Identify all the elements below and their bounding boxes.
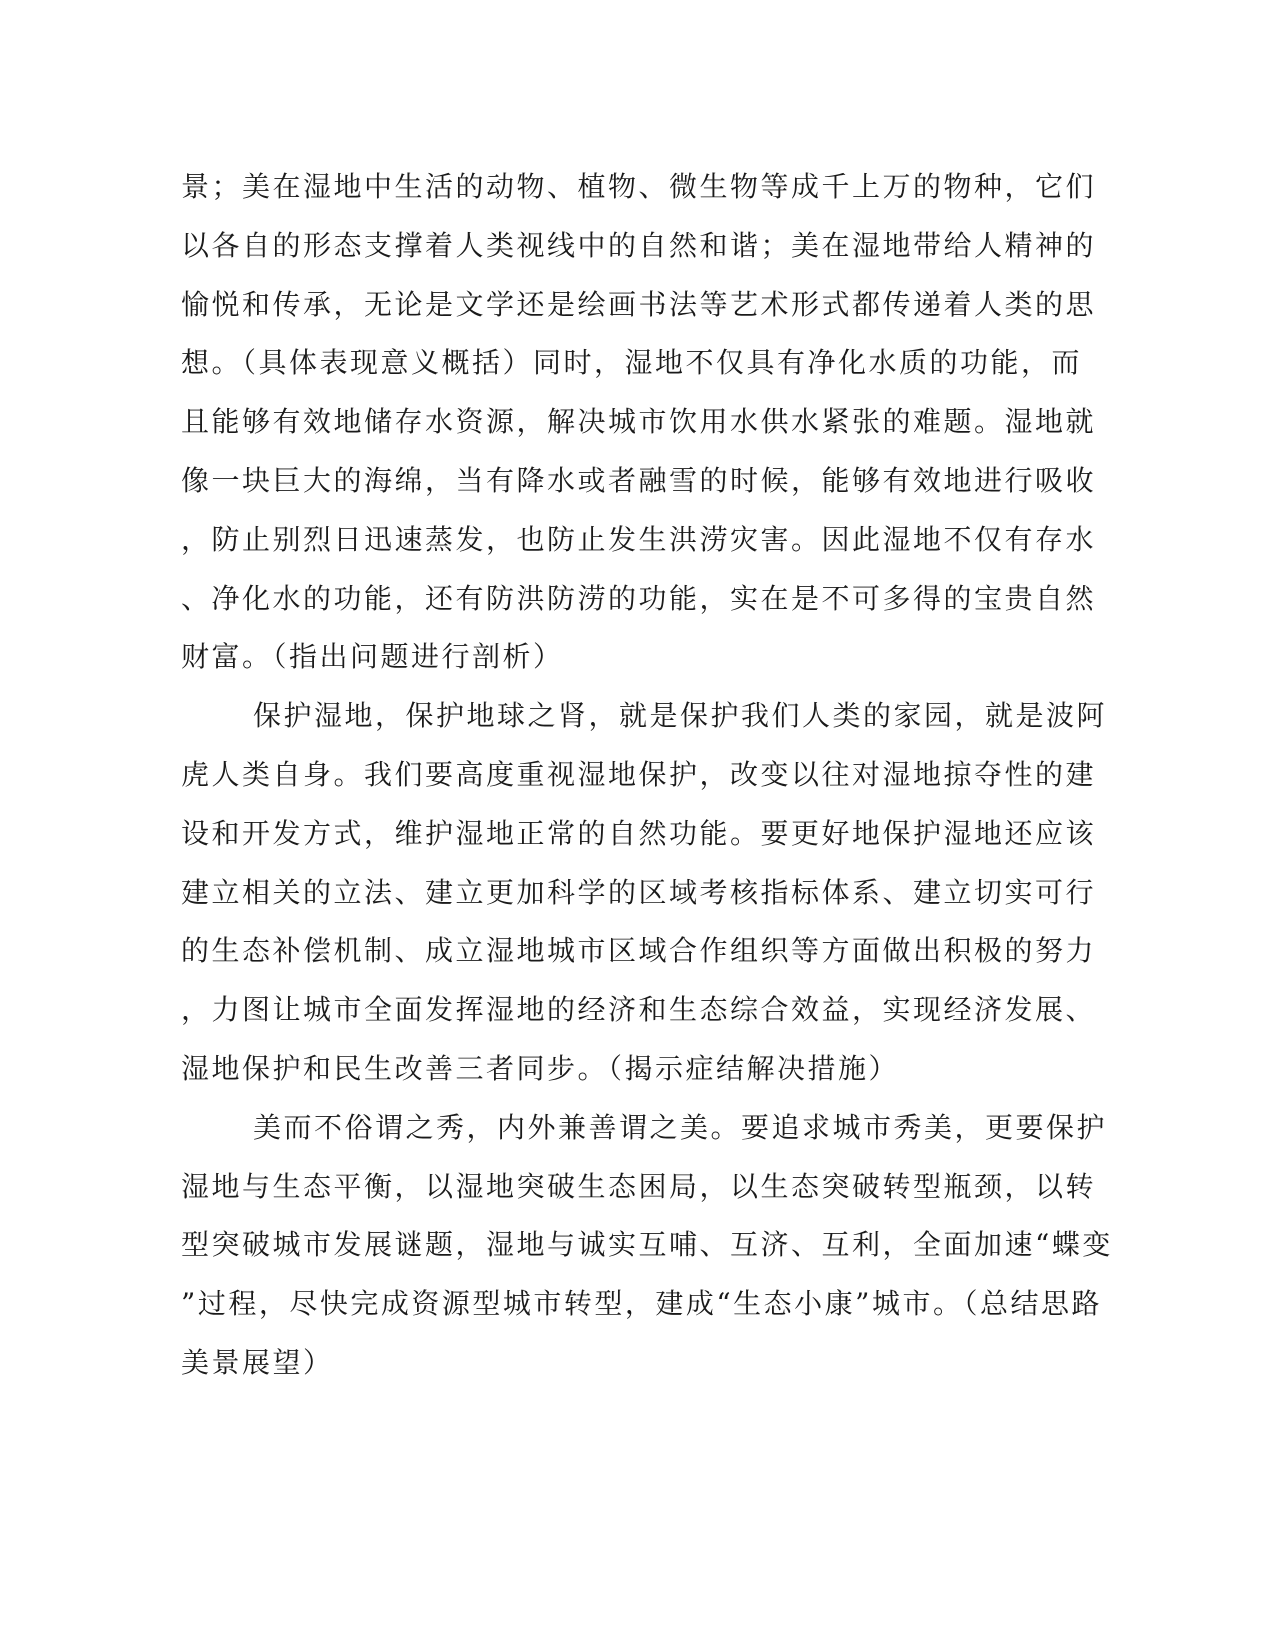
text-line: 美而不俗谓之秀，内外兼善谓之美。要追求城市秀美，更要保护 <box>253 1110 1108 1144</box>
text-line: ，防止别烈日迅速蒸发，也防止发生洪涝灾害。因此湿地不仅有存水 <box>181 522 1097 556</box>
text-line: ，力图让城市全面发挥湿地的经济和生态综合效益，实现经济发展、 <box>181 993 1097 1027</box>
text-line: 湿地与生态平衡，以湿地突破生态困局，以生态突破转型瓶颈，以转 <box>181 1169 1097 1203</box>
text-line: 想。（具体表现意义概括）同时，湿地不仅具有净化水质的功能，而 <box>181 346 1083 380</box>
body-text <box>181 158 1113 1393</box>
text-line: 湿地保护和民生改善三者同步。（揭示症结解决措施） <box>181 1051 900 1085</box>
paragraph-protect-wetland <box>181 687 1108 1099</box>
text-line: 设和开发方式，维护湿地正常的自然功能。要更好地保护湿地还应该 <box>181 816 1097 850</box>
text-line: 愉悦和传承，无论是文学还是绘画书法等艺术形式都传递着人类的思 <box>181 287 1097 321</box>
text-line: 财富。（指出问题进行剖析） <box>181 640 564 674</box>
paragraph-wetland-beauty <box>181 158 1097 687</box>
text-line: 景；美在湿地中生活的动物、植物、微生物等成千上万的物种，它们 <box>181 170 1097 203</box>
text-line: 型突破城市发展谜题，湿地与诚实互哺、互济、互利，全面加速“蝶变 <box>181 1228 1113 1262</box>
text-line: 建立相关的立法、建立更加科学的区域考核指标体系、建立切实可行 <box>181 875 1097 909</box>
text-line: 美景展望） <box>181 1345 334 1379</box>
text-line: 且能够有效地储存水资源，解决城市饮用水供水紧张的难题。湿地就 <box>181 405 1097 439</box>
text-line: 保护湿地，保护地球之肾，就是保护我们人类的家园，就是波阿 <box>253 699 1108 733</box>
text-line: 的生态补偿机制、成立湿地城市区域合作组织等方面做出积极的努力 <box>181 934 1097 968</box>
text-line: 以各自的形态支撑着人类视线中的自然和谐；美在湿地带给人精神的 <box>181 228 1097 262</box>
paragraph-conclusion <box>181 1099 1113 1393</box>
text-line: 、净化水的功能，还有防洪防涝的功能，实在是不可多得的宝贵自然 <box>181 581 1097 615</box>
text-line: 像一块巨大的海绵，当有降水或者融雪的时候，能够有效地进行吸收 <box>181 463 1097 497</box>
text-line: ”过程，尽快完成资源型城市转型，建成“生态小康”城市。（总结思路 <box>181 1287 1102 1321</box>
text-line: 虎人类自身。我们要高度重视湿地保护，改变以往对湿地掠夺性的建 <box>181 757 1097 791</box>
